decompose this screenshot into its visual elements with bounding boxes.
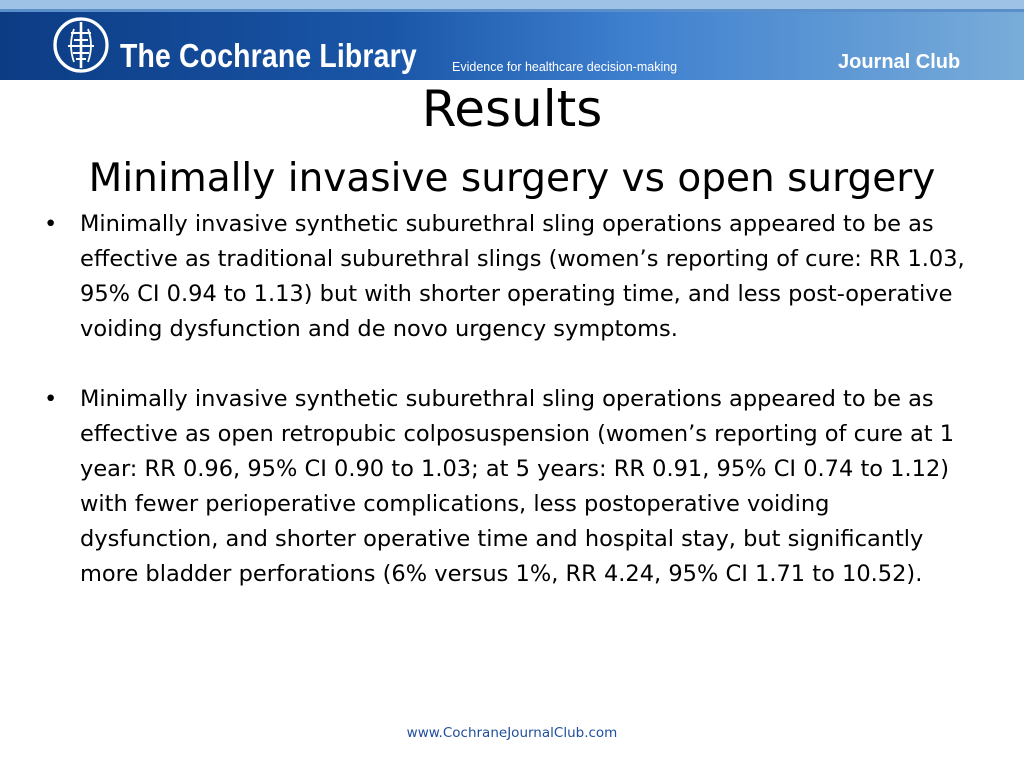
section-label: Journal Club [838, 51, 961, 73]
bullet-marker: • [44, 211, 58, 237]
slide-subtitle: Minimally invasive surgery vs open surgery [88, 156, 936, 201]
bullet-list [44, 207, 974, 592]
bullet-text: Minimally invasive synthetic suburethral sling operations appeared to be as effective as traditional suburethral slings (women’s reporting of cure: RR 1.03, 95% CI 0.94 to 1.13) but with shorter operating time, and less post-operative voiding dysfunction and de novo urgency symptoms. [80, 211, 965, 342]
brand-name: The Cochrane Library [120, 37, 417, 74]
cochrane-logo-icon [50, 14, 112, 76]
slide-title: Results [421, 80, 603, 138]
brand-tagline: Evidence for healthcare decision-making [452, 60, 678, 74]
bullet-item [44, 207, 974, 347]
banner-top-strip [0, 0, 1024, 9]
bullet-text: Minimally invasive synthetic suburethral sling operations appeared to be as effective as open retropubic colposuspension (women’s reporting of cure at 1 year: RR 0.96, 95% CI 0.90 to 1.03; at 5 years: RR 0.91, 95% CI 0.74 to 1.12) with fewer perioperative complications, less postoperative voiding dysfunction, and shorter operative time and hospital stay, but significantly more bladder perforations (6% versus 1%, RR 4.24, 95% CI 1.71 to 10.52). [80, 386, 955, 587]
header-banner [0, 0, 1024, 80]
bullet-item [44, 382, 974, 592]
bullet-marker: • [44, 386, 58, 412]
footer-url[interactable]: www.CochraneJournalClub.com [406, 725, 618, 741]
banner-top-strip-line [0, 9, 1024, 12]
